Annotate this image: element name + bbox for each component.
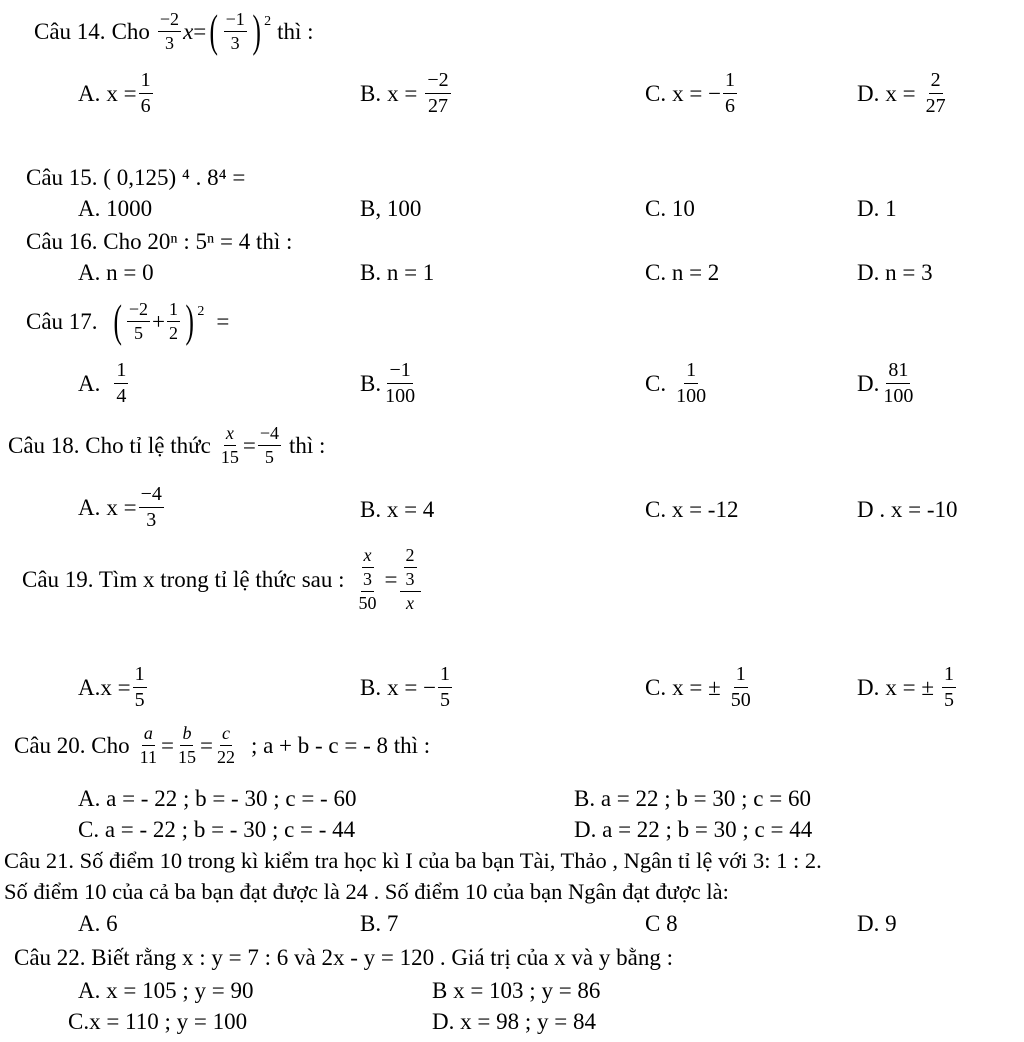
q20-equals-1: = <box>160 732 174 758</box>
q14-b-fraction <box>425 70 450 117</box>
q17-c-fraction <box>674 360 708 407</box>
q22-stem: Câu 22. Biết rằng x : y = 7 : 6 và 2x - y = 120 . Giá trị của x và y bằng : <box>14 945 673 970</box>
q14-d-label: D. <box>857 81 880 106</box>
q14-frac2-den: 3 <box>230 32 240 53</box>
q18-a-fraction <box>139 484 164 531</box>
q14-d-prefix: x = <box>885 81 916 106</box>
q17-f1-den: 5 <box>133 322 143 343</box>
q17-d-label: D. <box>857 371 880 396</box>
q19-c-num: 1 <box>734 664 748 688</box>
q17-b-fraction <box>383 360 417 407</box>
q19-lhs-num: x <box>362 546 374 568</box>
q14-var-x: x <box>183 18 194 44</box>
q17-c-label: C. <box>645 371 667 396</box>
q18-f2-num: −4 <box>258 424 281 446</box>
q16-option-d: D. n = 3 <box>857 260 933 285</box>
q17-d-fraction <box>881 360 915 407</box>
q14-d-num: 2 <box>929 70 943 94</box>
q14-frac1-den: 3 <box>164 32 174 53</box>
q14-a-fraction <box>139 70 153 117</box>
q14-c-fraction <box>723 70 737 117</box>
q19-c-label: C. <box>645 675 667 700</box>
q14-frac2-num: −1 <box>224 10 247 32</box>
q14-c-den: 6 <box>725 95 736 117</box>
q17-b-den: 100 <box>385 385 416 407</box>
q14-b-num: −2 <box>425 70 450 94</box>
q21-option-c: C 8 <box>645 911 678 936</box>
q19-a-prefix: x = <box>100 675 131 700</box>
q20-f3-num: c <box>220 724 232 746</box>
q20-option-d: D. a = 22 ; b = 30 ; c = 44 <box>574 817 813 842</box>
q16-stem: Câu 16. Cho 20ⁿ : 5ⁿ = 4 thì : <box>26 229 293 254</box>
q18-option-c: C. x = -12 <box>645 497 739 522</box>
q14-a-label: A. <box>78 81 101 106</box>
q17-option-b <box>360 360 419 407</box>
q14-fraction-1 <box>158 10 181 53</box>
q14-a-num: 1 <box>139 70 153 94</box>
q14-c-prefix: x = − <box>672 81 722 106</box>
q20-f2-den: 15 <box>177 746 196 767</box>
q22-option-b: B x = 103 ; y = 86 <box>432 978 601 1003</box>
q19-option-b <box>360 664 454 711</box>
q14-cho: Cho <box>111 18 150 44</box>
q17-c-den: 100 <box>676 385 707 407</box>
q17-fraction-2 <box>167 300 180 343</box>
q17-f1-num: −2 <box>127 300 150 322</box>
q18-label: Câu 18. Cho tỉ lệ thức <box>8 432 211 458</box>
q14-b-prefix: x = <box>387 81 418 106</box>
q14-equals: = <box>193 18 207 44</box>
q18-fraction-2 <box>258 424 281 467</box>
q14-c-label: C. <box>645 81 667 106</box>
q17-fraction-1 <box>127 300 150 343</box>
q18-f2-den: 5 <box>264 446 274 467</box>
q19-option-c <box>645 664 755 711</box>
q19-d-label: D. <box>857 675 880 700</box>
q20-label: Câu 20. Cho <box>14 732 130 758</box>
q18-a-num: −4 <box>139 484 164 508</box>
q20-f2-num: b <box>180 724 193 746</box>
q18-a-prefix: x = <box>106 495 137 520</box>
q19-lhs-den <box>353 568 383 613</box>
q14-c-num: 1 <box>723 70 737 94</box>
q15-stem: Câu 15. ( 0,125) ⁴ . 8⁴ = <box>26 165 246 190</box>
q19-b-label: B. <box>360 675 382 700</box>
q20-equals-2: = <box>199 732 213 758</box>
q14-b-den: 27 <box>427 95 448 117</box>
q19-lhs-fraction <box>353 546 383 613</box>
q17-b-num: −1 <box>387 360 412 384</box>
q19-b-den: 5 <box>440 689 451 711</box>
q19-label: Câu 19. Tìm x trong tỉ lệ thức sau : <box>22 566 345 592</box>
q19-c-den: 50 <box>730 689 751 711</box>
q19-d-prefix: x = ± <box>885 675 934 700</box>
q18-a-label: A. <box>78 495 101 520</box>
q19-lhs-den-den: 50 <box>358 592 377 613</box>
q17-c-num: 1 <box>684 360 698 384</box>
q14-thi: thì : <box>277 18 314 44</box>
q19-lhs-den-fraction <box>357 570 379 613</box>
q19-rhs-den: x <box>406 592 414 613</box>
q19-d-den: 5 <box>943 689 954 711</box>
q18-equals: = <box>242 432 256 458</box>
q17-exponent: 2 <box>197 304 205 319</box>
q14-exponent: 2 <box>264 14 272 29</box>
q14-stem <box>34 5 314 56</box>
q17-d-den: 100 <box>883 385 914 407</box>
q19-rhs-num-num: 2 <box>404 546 417 568</box>
q14-option-d <box>857 70 950 117</box>
q22-option-a: A. x = 105 ; y = 90 <box>78 978 254 1003</box>
q18-thi: thì : <box>288 432 326 458</box>
q19-c-prefix: x = ± <box>672 675 721 700</box>
q15-option-b: B, 100 <box>360 196 422 221</box>
q14-d-den: 27 <box>925 95 946 117</box>
q20-stem <box>14 724 430 767</box>
q19-rhs-num-fraction <box>404 546 417 589</box>
q20-fraction-a <box>138 724 159 767</box>
q21-stem-line-2: Số điểm 10 của cả ba bạn đạt được là 24 . Số điểm 10 của bạn Ngân đạt được là: <box>4 879 729 904</box>
q17-a-den: 4 <box>116 385 127 407</box>
q14-frac1-num: −2 <box>158 10 181 32</box>
q19-option-a <box>78 664 149 711</box>
q19-rhs-num-den: 3 <box>405 568 415 589</box>
q22-option-c: C.x = 110 ; y = 100 <box>68 1009 248 1034</box>
q19-a-label: A. <box>78 675 101 700</box>
q17-option-a <box>78 360 130 407</box>
q17-equals: = <box>216 308 230 334</box>
q21-option-a: A. 6 <box>78 911 118 936</box>
q18-fraction-1 <box>219 424 241 467</box>
q19-stem <box>22 546 423 613</box>
q17-option-c <box>645 360 710 407</box>
q19-rhs-fraction <box>400 546 421 613</box>
q20-option-b: B. a = 22 ; b = 30 ; c = 60 <box>574 786 811 811</box>
q15-option-c: C. 10 <box>645 196 695 221</box>
q20-fraction-b <box>176 724 198 767</box>
q14-d-fraction <box>924 70 948 117</box>
q17-left-paren: ( <box>113 295 122 346</box>
q14-option-a <box>78 70 155 117</box>
q14-right-paren: ) <box>252 5 261 56</box>
q21-option-b: B. 7 <box>360 911 399 936</box>
q17-f2-num: 1 <box>167 300 180 322</box>
q20-f1-num: a <box>142 724 155 746</box>
q20-fraction-c <box>215 724 237 767</box>
q19-a-fraction <box>133 664 147 711</box>
q20-option-a: A. a = - 22 ; b = - 30 ; c = - 60 <box>78 786 357 811</box>
q17-right-paren: ) <box>185 295 194 346</box>
q19-equals: = <box>384 566 398 592</box>
q20-option-c: C. a = - 22 ; b = - 30 ; c = - 44 <box>78 817 356 842</box>
q21-option-d: D. 9 <box>857 911 897 936</box>
q16-option-a: A. n = 0 <box>78 260 154 285</box>
q17-option-d <box>857 360 917 407</box>
q20-condition: ; a + b - c = - 8 thì : <box>250 732 431 758</box>
q19-a-den: 5 <box>134 689 145 711</box>
q18-stem <box>8 424 325 467</box>
q17-a-num: 1 <box>114 360 128 384</box>
q19-b-fraction <box>438 664 452 711</box>
q14-left-paren: ( <box>209 5 219 56</box>
q14-a-prefix: x = <box>106 81 137 106</box>
q16-option-c: C. n = 2 <box>645 260 720 285</box>
q18-f1-den: 15 <box>220 446 239 467</box>
q18-option-d: D . x = -10 <box>857 497 958 522</box>
q19-a-num: 1 <box>133 664 147 688</box>
q18-f1-num: x <box>224 424 236 446</box>
q14-option-c <box>645 70 739 117</box>
q19-lhs-den-num: 3 <box>361 570 374 592</box>
q17-b-label: B. <box>360 371 382 396</box>
q14-fraction-2 <box>224 10 247 53</box>
q15-option-d: D. 1 <box>857 196 897 221</box>
q19-c-fraction <box>729 664 753 711</box>
q14-b-label: B. <box>360 81 382 106</box>
q14-a-den: 6 <box>140 95 151 117</box>
q18-a-den: 3 <box>146 509 157 531</box>
q17-stem <box>26 295 230 346</box>
q15-option-a: A. 1000 <box>78 196 153 221</box>
q17-d-num: 81 <box>886 360 910 384</box>
q17-plus: + <box>152 308 166 334</box>
q19-d-fraction <box>942 664 956 711</box>
q16-option-b: B. n = 1 <box>360 260 435 285</box>
q19-d-num: 1 <box>942 664 956 688</box>
q19-b-prefix: x = − <box>387 675 437 700</box>
q18-option-a <box>78 484 166 531</box>
q19-rhs-num <box>400 546 421 592</box>
q20-f3-den: 22 <box>216 746 235 767</box>
q14-option-b <box>360 70 453 117</box>
q18-option-b: B. x = 4 <box>360 497 435 522</box>
q14-label: Câu 14. <box>34 18 106 44</box>
q17-a-label: A. <box>78 371 101 396</box>
q19-b-num: 1 <box>438 664 452 688</box>
q17-label: Câu 17. <box>26 308 98 334</box>
q21-stem-line-1: Câu 21. Số điểm 10 trong kì kiểm tra học kì I của ba bạn Tài, Thảo , Ngân tỉ lệ với 3: 1 : 2. <box>4 848 822 873</box>
q17-a-fraction <box>114 360 128 407</box>
q17-f2-den: 2 <box>169 322 179 343</box>
q22-option-d: D. x = 98 ; y = 84 <box>432 1009 596 1034</box>
q19-option-d <box>857 664 958 711</box>
q20-f1-den: 11 <box>139 746 157 767</box>
